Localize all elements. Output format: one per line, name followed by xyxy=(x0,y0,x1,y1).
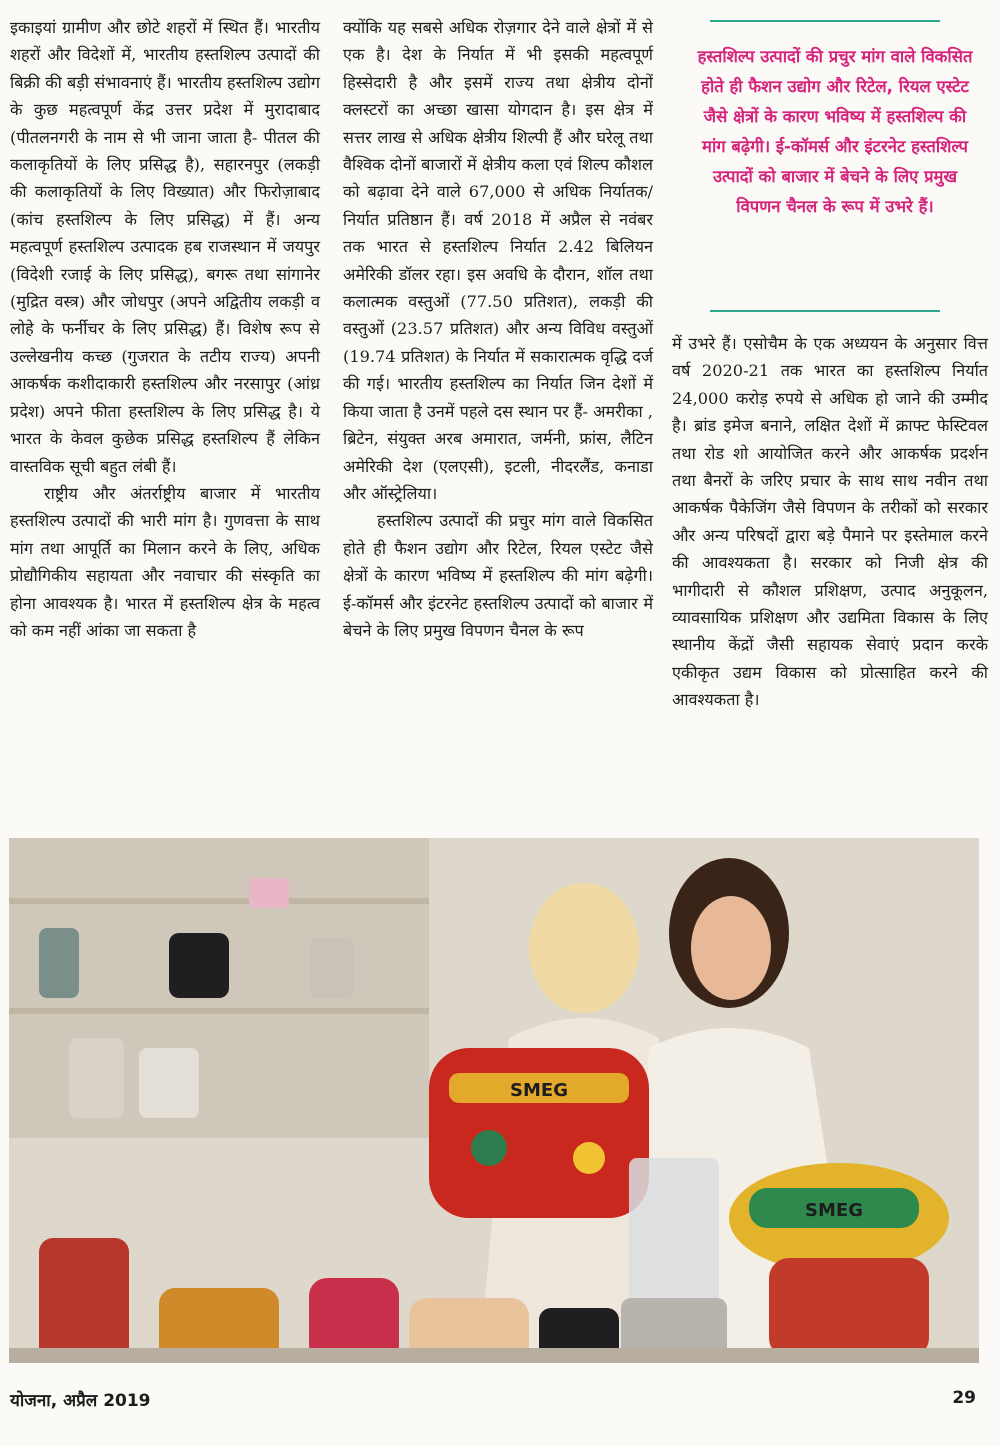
black-coffee-machine xyxy=(169,933,229,998)
decorated-toaster xyxy=(429,1048,649,1218)
pink-kettle xyxy=(249,878,289,908)
column1-paragraph-1: इकाइयां ग्रामीण और छोटे शहरों में स्थित हैं। भारतीय शहरों और विदेशों में, भारतीय हस्तशिल्प उत्पादों की बिक्री की बड़ी संभावनाएं हैं। भारतीय हस्तशिल्प उद्योग के कुछ महत्वपूर्ण केंद्र उत्तर प्रदेश में मुरादाबाद (पीतलनगरी के नाम से भी जाना जाता है- पीतल की कलाकृतियों के लिए प्रसिद्ध है), सहारनपुर (लकड़ी की कलाकृतियों के लिए विख्यात) और फिरोज़ाबाद (कांच हस्तशिल्प के लिए प्रसिद्ध) में हैं। अन्य महत्वपूर्ण हस्तशिल्प उत्पादक हब राजस्थान में जयपुर (विदेशी रजाई के लिए प्रसिद्ध), बगरू तथा सांगानेर (मुद्रित वस्त्र) और जोधपुर (अपने अद्वितीय लकड़ी व लोहे के फर्नीचर के लिए प्रसिद्ध) हैं। विशेष रूप से उल्लेखनीय कच्छ (गुजरात के तटीय राज्य) अपनी आकर्षक कशीदाकारी हस्तशिल्प और नरसापुर (आंध्र प्रदेश) अपने फीता हस्तशिल्प के लिए प्रसिद्ध है। ये भारत के केवल कुछेक प्रसिद्ध हस्तशिल्प हैं लेकिन वास्तविक सूची बहुत लंबी हैं। xyxy=(10,18,321,476)
pull-quote-bottom-rule xyxy=(710,310,940,312)
blender xyxy=(621,1158,727,1358)
cream-mixer xyxy=(309,938,354,998)
mixer-brand-label: SMEG xyxy=(805,1200,863,1221)
magazine-issue: योजना, अप्रैल 2019 xyxy=(10,1391,151,1411)
pull-quote-text: हस्तशिल्प उत्पादों की प्रचुर मांग वाले विकसित होते ही फैशन उद्योग और रिटेल, रियल एस्टेट जैसे क्षेत्रों के कारण भविष्य में हस्तशिल्प की मांग बढ़ेगी। ई-कॉमर्स और इंटरनेट हस्तशिल्प उत्पादों को बाजार में बेचने के लिए प्रमुख विपणन चैनल के रूप में उभरे हैं। xyxy=(697,47,973,216)
blonde-woman-head xyxy=(529,883,639,1013)
page-number: 29 xyxy=(952,1388,976,1408)
pull-quote xyxy=(690,12,980,318)
column1-paragraph-2: राष्ट्रीय और अंतर्राष्ट्रीय बाजार में भारतीय हस्तशिल्प उत्पादों की भारी मांग है। गुणवत्ता के साथ मांग तथा आपूर्ति का मिलान करने के लिए, अधिक प्रोद्यौगिकीय सहायता और नवाचार की संस्कृति का होना आवश्यक है। भारत में हस्तशिल्प क्षेत्र के महत्व को कम नहीं आंका जा सकता है xyxy=(10,483,320,640)
toaster-brand-label: SMEG xyxy=(510,1080,568,1101)
column2-paragraph-1: क्योंकि यह सबसे अधिक रोज़गार देने वाले क्षेत्रों में से एक है। देश के निर्यात में भी इसकी महत्वपूर्ण हिस्सेदारी है और इसमें राज्य तथा क्षेत्रीय दोनों क्लस्टरों का अच्छा खासा योगदान है। इस क्षेत्र में सत्तर लाख से अधिक क्षेत्रीय शिल्पी हैं और घरेलू तथा वैश्विक दोनों बाजारों में क्षेत्रीय कला एवं शिल्प कौशल को बढ़ावा देने वाले 67,000 से अधिक निर्यातक/निर्यात प्रतिष्ठान हैं। वर्ष 2018 में अप्रैल से नवंबर तक भारत से हस्तशिल्प निर्यात 2.42 बिलियन अमेरिकी डॉलर रहा। इस अवधि के दौरान, शॉल तथा कलात्मक वस्तुओं (77.50 प्रतिशत), लकड़ी की वस्तुओं (23.57 प्रतिशत) और अन्य विविध वस्तुओं (19.74 प्रतिशत) के निर्यात में सकारात्मक वृद्धि दर्ज की गई। भारतीय हस्तशिल्प का निर्यात जिन देशों में किया जाता है उनमें पहले दस स्थान पर हैं- अमरीका , ब्रिटेन, संयुक्त अरब अमारात, जर्मनी, फ्रांस, लैटिन अमेरिकी देश (एलएसी), इटली, नीदरलैंड, कनाडा और ऑस्ट्रेलिया। xyxy=(343,18,653,503)
brunette-woman-face xyxy=(691,896,771,1000)
page-footer xyxy=(0,1388,1000,1418)
article-column-1 xyxy=(10,14,320,644)
column2-paragraph-2: हस्तशिल्प उत्पादों की प्रचुर मांग वाले विकसित होते ही फैशन उद्योग और रिटेल, रियल एस्टेट जैसे क्षेत्रों के कारण भविष्य में हस्तशिल्प की मांग बढ़ेगी। ई-कॉमर्स और इंटरनेट हस्तशिल्प उत्पादों को बाजार में बेचने के लिए प्रमुख विपणन चैनल के रूप xyxy=(343,511,653,640)
article-photo xyxy=(9,838,979,1363)
column3-paragraph-1: में उभरे हैं। एसोचैम के एक अध्ययन के अनुसार वित्त वर्ष 2020-21 तक भारत का हस्तशिल्प निर्यात 24,000 करोड़ रुपये से अधिक हो जाने की उम्मीद है। ब्रांड इमेज बनाने, लक्षित देशों में क्राफ्ट फेस्टिवल तथा रोड शो आयोजित करने और आकर्षक प्रदर्शन तथा बैनरों के जरिए प्रचार के साथ साथ नवीन तथा आकर्षक पैकेजिंग जैसे विपणन के तरीकों को सरकार और अन्य परिषदों द्वारा बड़े पैमाने पर इस्तेमाल करने की आवश्यकता है। सरकार को निजी क्षेत्र की भागीदारी से कौशल प्रशिक्षण, उत्पाद अनुकूलन, व्यावसायिक प्रशिक्षण और उद्यमिता विकास के लिए स्थानीय केंद्रों जैसी सहायक सेवाएं प्रदान करके एकीकृत उद्यम विकास को प्रोत्साहित करने की आवश्यकता है। xyxy=(672,334,988,710)
article-column-2 xyxy=(343,14,653,644)
photo-illustration xyxy=(9,838,979,1363)
pull-quote-top-rule xyxy=(710,20,940,22)
background-appliance xyxy=(39,928,79,998)
article-column-3 xyxy=(672,330,988,714)
foreground-juicer xyxy=(39,1238,129,1363)
